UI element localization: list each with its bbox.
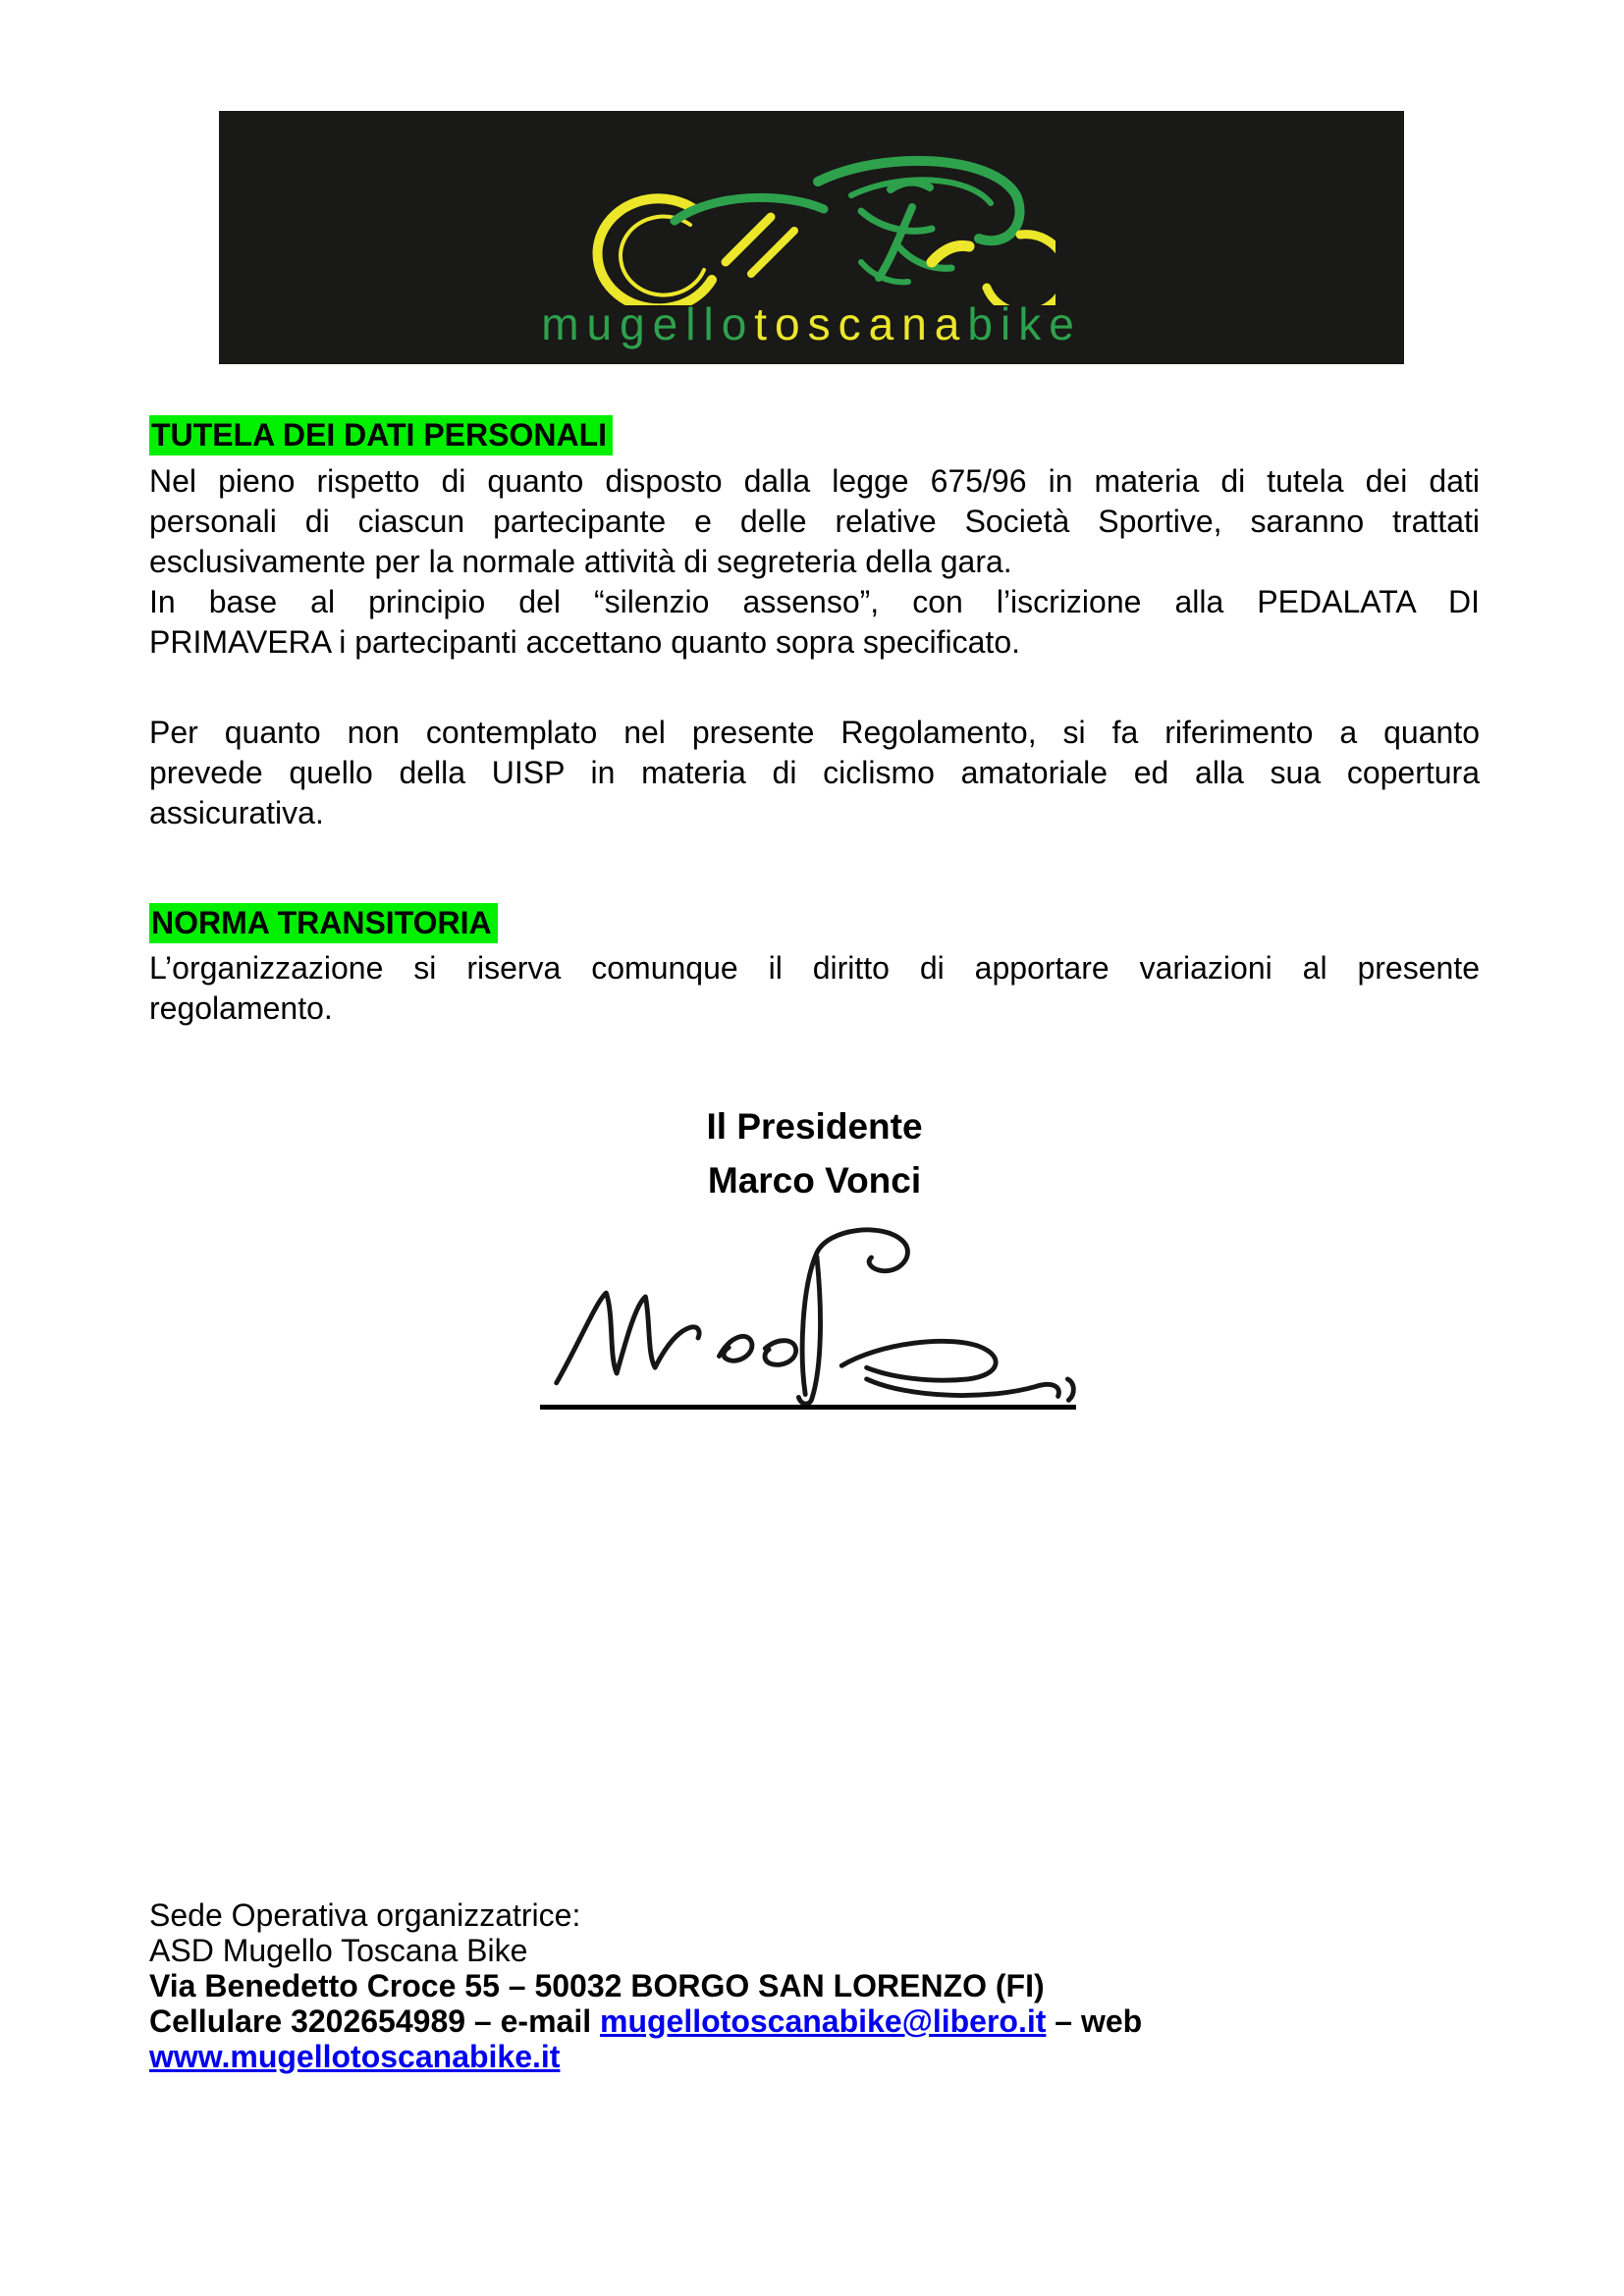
footer-line-sede: Sede Operativa organizzatrice: [149,1897,581,1933]
body-line: In base al principio del “silenzio assenso”, con l’iscrizione alla PEDALATA DI [149,584,1480,619]
body-line: regolamento. [149,990,333,1026]
president-role: Il Presidente [706,1106,923,1147]
footer-line-asd: ASD Mugello Toscana Bike [149,1933,528,1968]
body-line: esclusivamente per la normale attività di segreteria della gara. [149,544,1012,579]
footer-line-address: Via Benedetto Croce 55 – 50032 BORGO SAN LORENZO (FI) [149,1968,1045,2003]
signature-block-title [149,1099,1480,1207]
section-heading-tutela-wrap [149,415,613,455]
footer-line-contacts [149,2003,1480,2039]
footer-phone-label: Cellulare 3202654989 – e-mail [149,2003,600,2039]
body-line: assicurativa. [149,795,324,830]
body-line: personali di ciascun partecipante e delle relative Società Sportive, saranno trattati [149,504,1480,539]
president-name: Marco Vonci [707,1160,922,1201]
body-line: Nel pieno rispetto di quanto disposto dalla legge 675/96 in materia di tutela dei dati [149,463,1480,499]
footer-web-label: – web [1046,2003,1143,2039]
club-logo [219,111,1404,364]
body-line: PRIMAVERA i partecipanti accettano quanto sopra specificato. [149,624,1020,660]
section-heading-tutela: TUTELA DEI DATI PERSONALI [149,415,613,455]
logo-wordmark [219,297,1404,350]
handwritten-signature [538,1222,1088,1414]
website-link[interactable]: www.mugellotoscanabike.it [149,2039,561,2074]
cyclist-logo-icon [565,150,1056,305]
logo-word-mugello: mugello [541,298,755,349]
section-heading-norma: NORMA TRANSITORIA [149,903,498,943]
paragraph-rinvio [149,713,1480,833]
body-line: L’organizzazione si riserva comunque il diritto di apportare variazioni al presente [149,950,1480,986]
paragraph-tutela [149,461,1480,663]
signature-underline [540,1405,1076,1410]
body-line: prevede quello della UISP in materia di ciclismo amatoriale ed alla sua copertura [149,755,1480,790]
logo-word-bike: bike [967,298,1082,349]
logo-word-toscana: toscana [754,298,968,349]
body-line: Per quanto non contemplato nel presente Regolamento, si fa riferimento a quanto [149,715,1480,750]
footer-contact-block [149,1897,1480,2074]
paragraph-norma [149,948,1480,1029]
email-link[interactable]: mugellotoscanabike@libero.it [599,2003,1047,2039]
footer-line-website [149,2039,1480,2074]
section-heading-norma-wrap [149,903,498,943]
